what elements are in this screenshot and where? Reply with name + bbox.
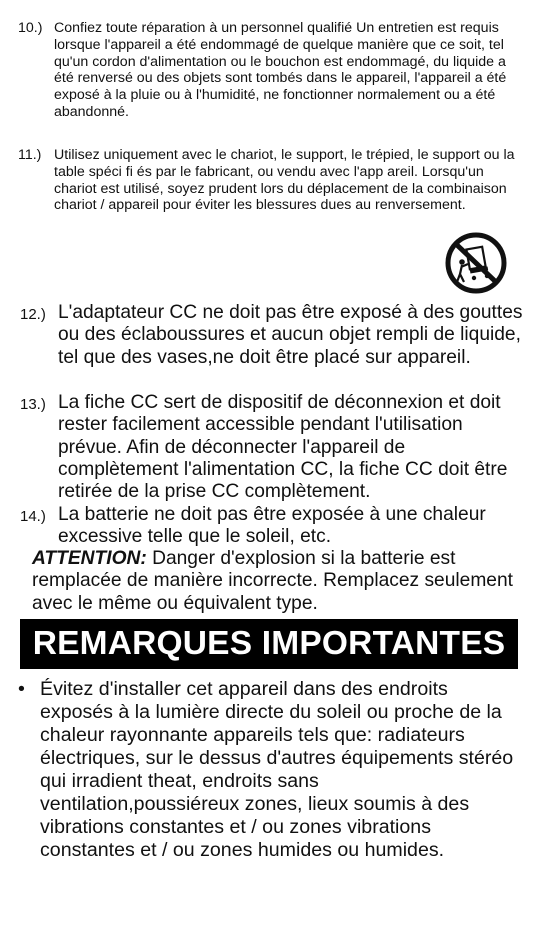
- item-text: L'adaptateur CC ne doit pas être exposé à des gouttes ou des éclaboussures et aucun objet rempli de liquide, tel que des vases,ne doit être placé sur appareil.: [58, 302, 523, 368]
- attention-label: ATTENTION:: [32, 548, 147, 569]
- attention-warning: [32, 548, 522, 615]
- section-title: REMARQUES IMPORTANTES: [32, 625, 506, 662]
- section-banner: [20, 619, 518, 669]
- bullet-marker: •: [18, 678, 25, 700]
- item-text: La batterie ne doit pas être exposée à une chaleur excessive telle que le soleil, etc.: [58, 504, 486, 548]
- item-number: 10.): [18, 20, 43, 36]
- item-number: 11.): [18, 147, 42, 163]
- bullet-text: Évitez d'installer cet appareil dans des endroits exposés à la lumière directe du soleil ou proche de la chaleur rayonnante appareils tels que: radiateurs électriques, sur le dessus d'autres équipements stéréo qui irradient theat, endroits sans ventilation,poussiéreux zones, lieux soumis à des vibrations constantes et / ou zones vibrations constantes et / ou zones humides ou humides.: [40, 678, 514, 861]
- cart-tip-over-warning-icon: [438, 232, 514, 294]
- item-number: 13.): [20, 396, 46, 413]
- item-text: Confiez toute réparation à un personnel qualifié Un entretien est requis lorsque l'appareil a été endommagé de quelque manière que ce soit, tel qu'un cordon d'alimentation ou le bouchon est endommagé, du liquide a été renversé ou des objets sont tombés dans le appareil, l'appareil a été exposé à la pluie ou à l'humidité, ne fonctionner normalement ou a été abandonné.: [54, 20, 507, 120]
- item-text: Utilisez uniquement avec le chariot, le support, le trépied, le support ou la table spéci fi és par le fabricant, ou vendu avec l'app areil. Lorsqu'un chariot est utilisé, soyez prudent lors du déplacement de la combinaison chariot / appareil pour éviter les blessures dues au renversement.: [54, 147, 515, 214]
- item-number: 12.): [20, 306, 46, 323]
- item-text: La fiche CC sert de dispositif de déconnexion et doit rester facilement accessible pendant l'utilisation prévue. Afin de déconnecter l'appareil de complètement l'alimentation CC, la fiche CC doit être retirée de la prise CC complètement.: [58, 392, 508, 503]
- attention-text: Danger d'explosion si la batterie est remplacée de manière incorrecte. Remplacez seulement avec le même ou équivalent type.: [32, 548, 513, 614]
- item-number: 14.): [20, 508, 46, 525]
